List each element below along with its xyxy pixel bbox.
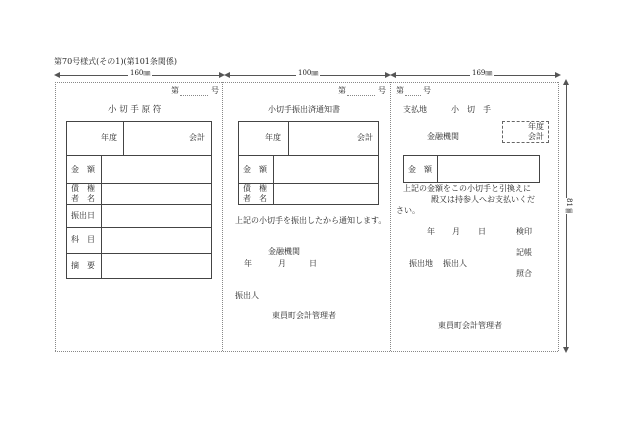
check-fiscal-year: 年度 <box>528 122 544 131</box>
stub-row-summary: 摘 要 <box>71 261 95 270</box>
check-inspection: 検印 <box>516 227 532 236</box>
check-treasurer: 東員町会計管理者 <box>438 321 502 330</box>
check-year: 年 <box>427 227 435 236</box>
check-title: 小 切 手 <box>451 105 491 114</box>
notice-number-prefix: 第 <box>338 86 346 95</box>
check-number-suffix: 号 <box>423 86 431 95</box>
notice-year: 年 <box>244 259 252 268</box>
check-record: 記帳 <box>516 248 532 257</box>
notice-row-creditor-2: 者 名 <box>243 194 267 203</box>
check-text-line-3: さい。 <box>396 206 420 215</box>
check-text-line-1: 上記の金額をこの小切手と引換えに <box>403 184 531 193</box>
stub-number-suffix: 号 <box>211 86 219 95</box>
stub-row-creditor-2: 者 名 <box>71 194 95 203</box>
check-issuer: 振出人 <box>443 259 467 268</box>
notice-row-amount: 金 額 <box>243 165 267 174</box>
notice-issuer: 振出人 <box>235 291 259 300</box>
stub-row-amount: 金 額 <box>71 165 95 174</box>
notice-title: 小切手振出済通知書 <box>268 105 340 114</box>
stub-number-prefix: 第 <box>171 86 179 95</box>
notice-institution: 金融機関 <box>268 247 300 256</box>
dimension-left: 160㎜ <box>130 69 151 77</box>
check-payment-place: 支払地 <box>403 105 427 114</box>
check-number-prefix: 第 <box>396 86 404 95</box>
notice-account: 会計 <box>357 133 373 142</box>
check-day: 日 <box>478 227 486 236</box>
check-amount: 金 額 <box>408 165 432 174</box>
stub-fiscal-year: 年度 <box>101 133 117 142</box>
stub-row-subject: 科 目 <box>71 235 95 244</box>
check-account: 会計 <box>528 132 544 141</box>
check-month: 月 <box>452 227 460 236</box>
stub-account: 会計 <box>189 133 205 142</box>
notice-month: 月 <box>278 259 286 268</box>
notice-number-suffix: 号 <box>378 86 386 95</box>
notice-fiscal-year: 年度 <box>265 133 281 142</box>
notice-text: 上記の小切手を振出したから通知します。 <box>235 216 387 225</box>
check-text-line-2: 殿又は持参人へお支払いくだ <box>431 195 535 204</box>
perforation-right <box>390 82 391 351</box>
stub-row-creditor-1: 債 権 <box>71 184 95 193</box>
form-title: 第70号様式(その1)(第101条関係) <box>54 57 178 66</box>
stub-row-issue-date: 振出日 <box>71 211 95 220</box>
notice-treasurer: 東員町会計管理者 <box>272 311 336 320</box>
check-institution: 金融機関 <box>427 132 459 141</box>
stub-title: 小 切 手 原 符 <box>108 105 162 115</box>
notice-day: 日 <box>309 259 317 268</box>
dimension-height: 81㎜ <box>565 198 573 214</box>
check-collation: 照合 <box>516 269 532 278</box>
notice-row-creditor-1: 債 権 <box>243 184 267 193</box>
check-issue-place: 振出地 <box>409 259 433 268</box>
perforation-left <box>222 82 223 351</box>
dimension-middle: 100㎜ <box>298 69 319 77</box>
dimension-right: 169㎜ <box>472 69 493 77</box>
